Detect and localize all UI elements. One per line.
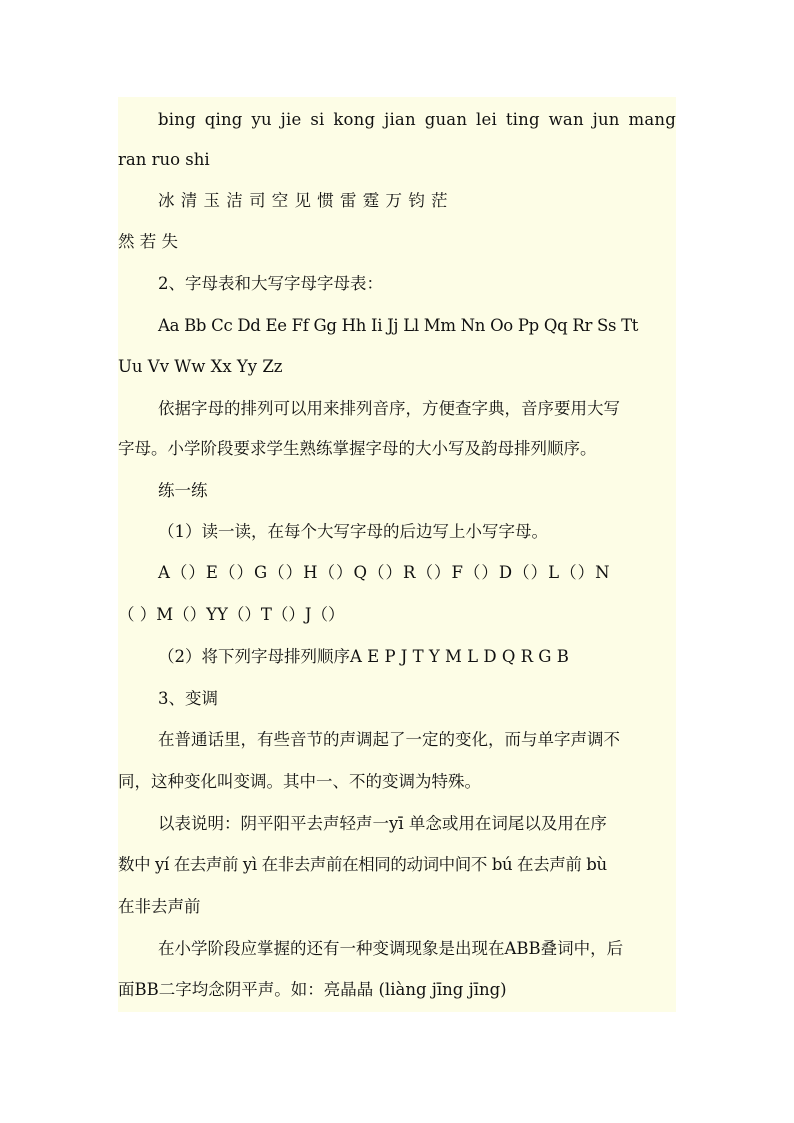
pinyin-word: jun xyxy=(592,110,620,129)
exercise-letters-line-1: A（）E（）G（）H（）Q（）R（）F（）D（）L（）N xyxy=(158,563,611,582)
section-heading-alphabet: 2、字母表和大写字母字母表： xyxy=(158,274,383,293)
pinyin-line-1 xyxy=(118,105,676,135)
paragraph-line: 面BB二字均念阴平声。如：亮晶晶 (liàng jīng jīng) xyxy=(118,980,507,999)
document-page xyxy=(118,97,676,1012)
paragraph-line: 数中 yí 在去声前 yì 在非去声前在相同的动词中间不 bú 在去声前 bù xyxy=(118,855,607,874)
pinyin-line-2: ran ruo shi xyxy=(118,150,210,169)
pinyin-word: kong xyxy=(333,110,376,129)
alphabet-line-1: Aa Bb Cc Dd Ee Ff Gg Hh Ii Jj Ll Mm Nn Oo Pp Qq Rr Ss Tt xyxy=(158,316,639,335)
pinyin-word: qing xyxy=(204,110,243,129)
pinyin-word: jie xyxy=(280,110,302,129)
pinyin-word: ting xyxy=(505,110,540,129)
exercise-heading: 练一练 xyxy=(158,481,208,500)
exercise-item-2: （2）将下列字母排列顺序A E P J T Y M L D Q R G B xyxy=(158,647,569,666)
pinyin-word: si xyxy=(310,110,325,129)
alphabet-line-2: Uu Vv Ww Xx Yy Zz xyxy=(118,357,283,376)
paragraph-line: 在普通话里，有些音节的声调起了一定的变化，而与单字声调不 xyxy=(158,730,620,749)
paragraph-line: 同，这种变化叫变调。其中一、不的变调为特殊。 xyxy=(118,772,481,791)
exercise-item-1: （1）读一读，在每个大写字母的后边写上小写字母。 xyxy=(158,522,548,541)
pinyin-word: yu xyxy=(251,110,272,129)
paragraph-line: 以表说明：阴平阳平去声轻声一yī 单念或用在词尾以及用在序 xyxy=(158,814,607,833)
pinyin-word: bing xyxy=(158,110,196,129)
pinyin-word: jian xyxy=(384,110,416,129)
paragraph-line: 在小学阶段应掌握的还有一种变调现象是出现在ABB叠词中，后 xyxy=(158,939,624,958)
pinyin-word: wan xyxy=(548,110,584,129)
idiom-characters-line-2: 然 若 失 xyxy=(118,232,178,251)
exercise-letters-line-2: （ ）M（）YY（）T（）J（） xyxy=(118,605,345,624)
pinyin-word: guan xyxy=(424,110,468,129)
pinyin-word: lei xyxy=(476,110,497,129)
paragraph-line: 字母。小学阶段要求学生熟练掌握字母的大小写及韵母排列顺序。 xyxy=(118,439,597,458)
pinyin-word: mang xyxy=(628,110,676,129)
idiom-characters-line-1: 冰 清 玉 洁 司 空 见 惯 雷 霆 万 钧 茫 xyxy=(158,191,448,210)
paragraph-line: 依据字母的排列可以用来排列音序，方便查字典，音序要用大写 xyxy=(158,399,620,418)
paragraph-line: 在非去声前 xyxy=(118,897,201,916)
section-heading-tone-change: 3、变调 xyxy=(158,689,218,708)
